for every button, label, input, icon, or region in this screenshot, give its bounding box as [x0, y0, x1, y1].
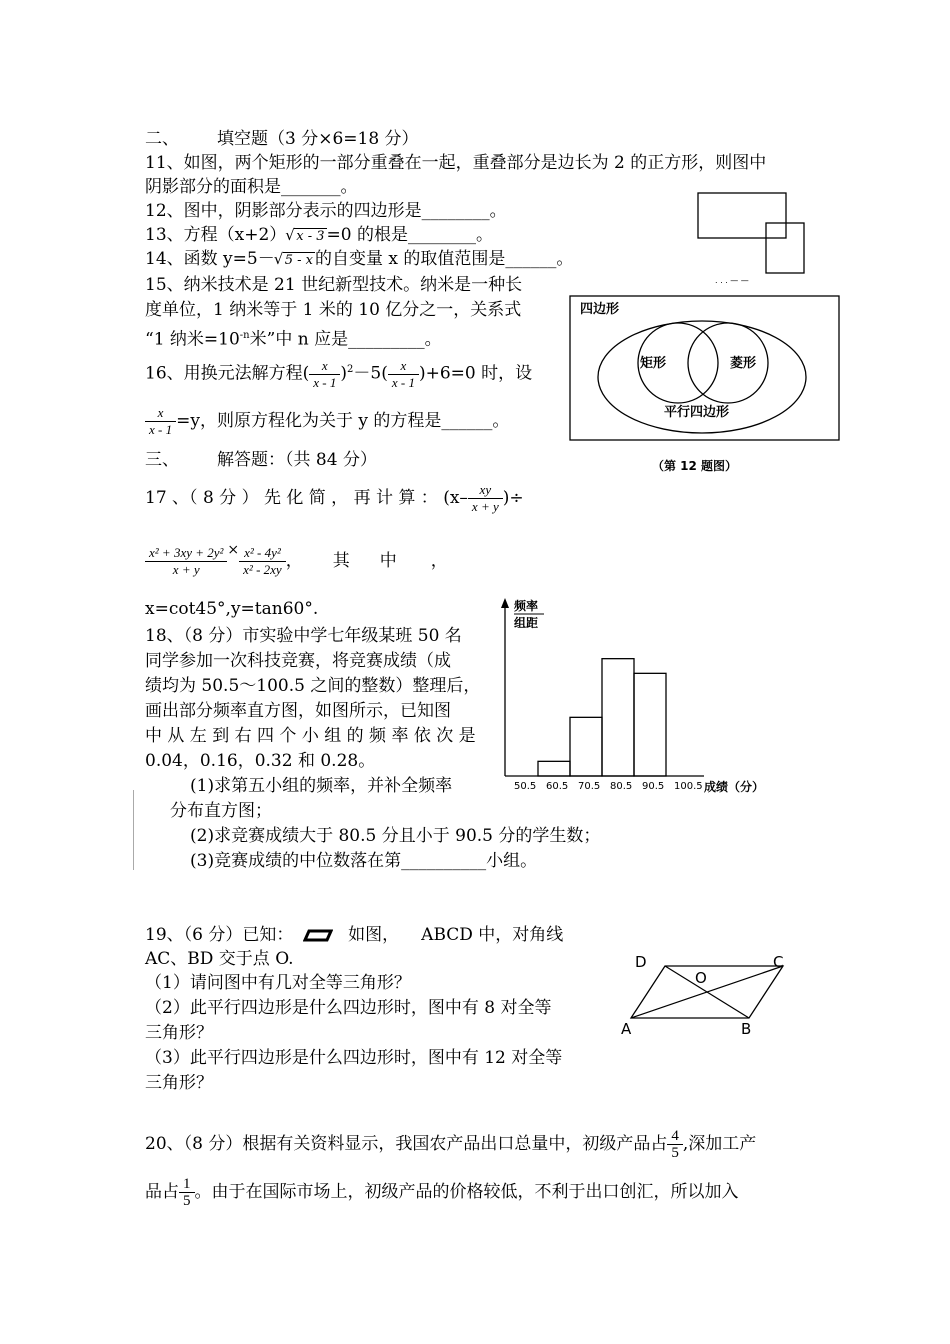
q15-line1: 15、纳米技术是 21 世纪新型技术。纳米是一种长 — [145, 275, 523, 295]
q20-line2: 品占 $\frac{1}{5}$ 。由于在国际市场上，初级产品的价格较低，不利于出口创汇，所以加入 — [145, 1176, 739, 1209]
q19-sub3a: （3）此平行四边形是什么四边形时，图中有 12 对全等 — [145, 1048, 563, 1068]
q14-text: 14、函数 y=5－√ 5 - x 的自变量 x 的取值范围是______。 — [145, 248, 573, 270]
q18-line1: 18、（8 分）市实验中学七年级某班 50 名 — [145, 626, 462, 646]
histogram-bar-4 — [634, 673, 666, 776]
center-o-label: O — [695, 969, 707, 987]
q18-line6: 0.04，0.16，0.32 和 0.28。 — [145, 751, 376, 771]
rectangle-small — [766, 223, 804, 273]
q20-line1: 20、（8 分）根据有关资料显示，我国农产品出口总量中，初级产品占 $\frac{4}{5}$ ,深加工产 — [145, 1128, 757, 1161]
venn-bottom-label: 平行四边形 — [664, 405, 730, 420]
q18-line5: 中 从 左 到 右 四 个 小 组 的 频 率 依 次 是 — [145, 726, 476, 746]
y-label-bottom: 组距 — [514, 616, 539, 630]
q17-line2: $\frac{\text{x² + 3xy + 2y²}}{x + y}$ × $\frac{\text{x² - 4y²}}{\text{x² - 2xy}}$ ， 其 中 ， — [145, 530, 448, 581]
venn-outer-label: 四边形 — [580, 302, 620, 317]
frequency-histogram — [486, 596, 786, 806]
vertex-a-label: A — [621, 1020, 632, 1038]
x-tick-label: 80.5 — [610, 781, 633, 792]
svg-text:. . . — —: . . . — — — [715, 276, 749, 283]
histogram-bar-1 — [538, 761, 570, 776]
parallelogram-symbol-icon — [303, 929, 333, 943]
vertex-d-label: D — [635, 953, 647, 971]
rectangle-large — [698, 193, 786, 238]
margin-line — [133, 790, 134, 870]
parallelogram-abcd-figure — [615, 948, 795, 1038]
section-2-heading: 二、 填空题（3 分×6=18 分） — [145, 129, 419, 149]
x-tick-label: 50.5 — [514, 781, 537, 792]
q17-line1: 17 、（ 8 分 ） 先 化 简 ， 再 计 算 ： (x– $\frac{xy}{x + y}$ )÷ — [145, 482, 524, 514]
y-axis-arrow — [501, 598, 509, 608]
q11-line1: 11、如图，两个矩形的一部分重叠在一起，重叠部分是边长为 2 的正方形，则图中 — [145, 153, 767, 173]
q14-radical: √ 5 - x — [283, 252, 315, 269]
y-label-top: 频率 — [514, 599, 539, 613]
vertex-b-label: B — [741, 1020, 752, 1038]
overlapping-rectangles-figure — [695, 188, 815, 283]
x-tick-label: 70.5 — [578, 781, 601, 792]
q19-sub1: （1）请问图中有几对全等三角形？ — [145, 973, 411, 993]
q19-sub2a: （2）此平行四边形是什么四边形时，图中有 8 对全等 — [145, 998, 552, 1018]
x-axis-label: 成绩（分） — [704, 780, 765, 794]
q15-line2: 度单位，1 纳米等于 1 米的 10 亿分之一，关系式 — [145, 300, 522, 320]
q16-line1: 16、用换元法解方程( $\frac{x}{x - 1}$ )$^2$－5( $\frac{x}{x - 1}$ )+6=0 时，设 — [145, 357, 533, 390]
x-tick-label: 100.5 — [674, 781, 703, 792]
x-tick-label: 60.5 — [546, 781, 569, 792]
venn-left-label: 矩形 — [640, 356, 667, 371]
q11-line2: 阴影部分的面积是_______。 — [145, 177, 358, 197]
q15-line3: “1 纳米$=10^{-n}$米”中 n 应是_________。 — [145, 329, 442, 350]
q17-line3: x=cot45°,y=tan60°. — [145, 599, 319, 619]
q13-text: 13、方程（x+2）√ x - 3 =0 的根是________。 — [145, 224, 493, 246]
section-3-heading: 三、 解答题：（共 84 分） — [145, 450, 377, 470]
q19-sub3b: 三角形？ — [145, 1073, 213, 1093]
vertex-c-label: C — [773, 953, 784, 971]
q18-line2: 同学参加一次科技竞赛，将竞赛成绩（成 — [145, 651, 451, 671]
diagonal-bd — [665, 966, 749, 1018]
q18-sub3: (3)竞赛成绩的中位数落在第__________小组。 — [190, 851, 538, 871]
q18-line3: 绩均为 50.5～100.5 之间的整数）整理后， — [145, 676, 481, 696]
q13-radical: √ x - 3 — [294, 228, 326, 245]
q19-sub2b: 三角形？ — [145, 1023, 213, 1043]
q19-line1: 19、（6 分）已知： 如图， ABCD 中，对角线 — [145, 925, 564, 945]
q19-line2: AC、BD 交于点 O. — [145, 949, 294, 969]
venn-right-label: 菱形 — [730, 356, 757, 371]
q18-sub2: (2)求竞赛成绩大于 80.5 分且小于 90.5 分的学生数； — [190, 826, 601, 846]
x-tick-label: 90.5 — [642, 781, 665, 792]
histogram-bar-2 — [570, 717, 602, 776]
q18-line4: 画出部分频率直方图，如图所示，已知图 — [145, 701, 451, 721]
q12-text: 12、图中，阴影部分表示的四边形是________。 — [145, 201, 507, 221]
histogram-bar-3 — [602, 659, 634, 776]
venn-diagram — [568, 293, 843, 443]
venn-caption: （第 12 题图） — [652, 459, 738, 473]
q18-sub1b: 分布直方图； — [170, 801, 272, 821]
q18-sub1a: (1)求第五小组的频率，并补全频率 — [190, 776, 453, 796]
q16-line2: $\frac{x}{x - 1}$ =y，则原方程化为关于 y 的方程是______。 — [145, 403, 509, 439]
